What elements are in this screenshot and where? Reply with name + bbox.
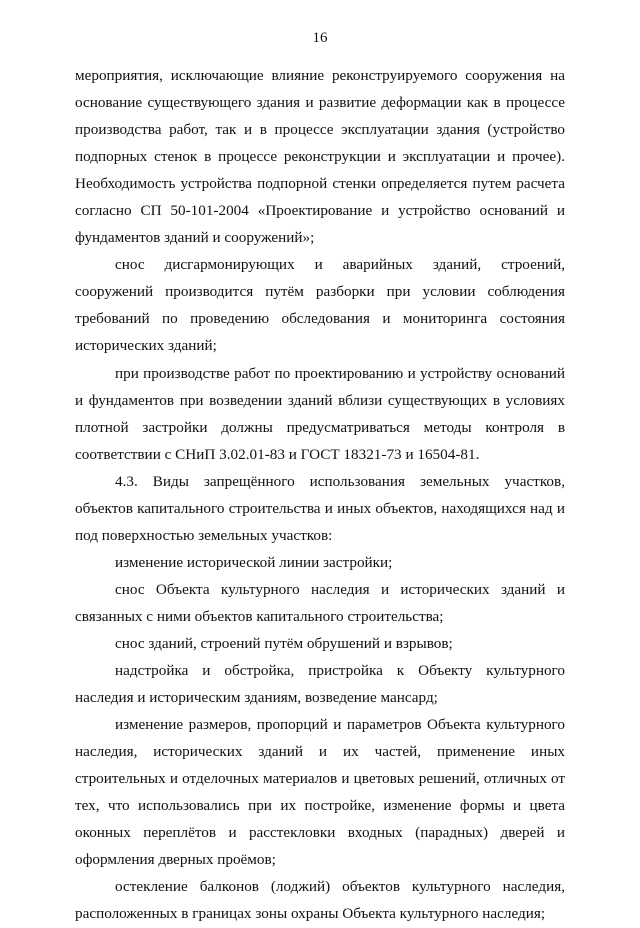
paragraph-demolition-disharmonious: снос дисгармонирующих и аварийных зданий, строений, сооружений производится путём разборки при условии соблюдения требований по проведению обследования и мониторинга состояния исторических зданий; — [75, 256, 565, 355]
list-item-heritage-demolition: снос Объекта культурного наследия и исторических зданий и связанных с ними объектов капитального строительства; — [75, 580, 565, 625]
paragraph-foundation-works: при производстве работ по проектированию и устройству оснований и фундаментов при возведении зданий вблизи существующих в условиях плотной застройки должны предусматриваться методы контроля в соответствии с СНиП 3.02.01-83 и ГОСТ 18321-73 и 16504-81. — [75, 364, 565, 463]
list-item-dimension-changes: изменение размеров, пропорций и параметров Объекта культурного наследия, исторических зданий и их частей, применение иных строительных и отделочных материалов и цветовых решений, отличных от тех, что использовались при их постройке, изменение формы и цвета оконных переплётов и расстекловки входных (парадных) дверей и оформления дверных проёмов; — [75, 716, 565, 869]
list-item-balcony-glazing: остекление балконов (лоджий) объектов культурного наследия, расположенных в границах зоны охраны Объекта культурного наследия; — [75, 878, 565, 923]
page-number: 16 — [312, 30, 328, 46]
list-item-explosive-demolition: снос зданий, строений путём обрушений и взрывов; — [115, 634, 453, 652]
paragraph-section-4-3: 4.3. Виды запрещённого использования земельных участков, объектов капитального строительства и иных объектов, находящихся над и под поверхностью земельных участков: — [75, 472, 565, 544]
document-body — [75, 62, 565, 928]
list-item-building-line: изменение исторической линии застройки; — [115, 553, 393, 571]
list-item-superstructure: надстройка и обстройка, пристройка к Объекту культурного наследия и историческим зданиям, возведение мансард; — [75, 662, 565, 707]
paragraph-measures-continued: мероприятия, исключающие влияние реконструируемого сооружения на основание существующего здания и развитие деформации как в процессе производства работ, так и в процессе эксплуатации здания (устройство подпорных стенок в процессе реконструкции и эксплуатации и прочее). Необходимость устройства подпорной стенки определяется путем расчета согласно СП 50-101-2004 «Проектирование и устройство оснований и фундаментов зданий и сооружений»; — [75, 67, 565, 247]
